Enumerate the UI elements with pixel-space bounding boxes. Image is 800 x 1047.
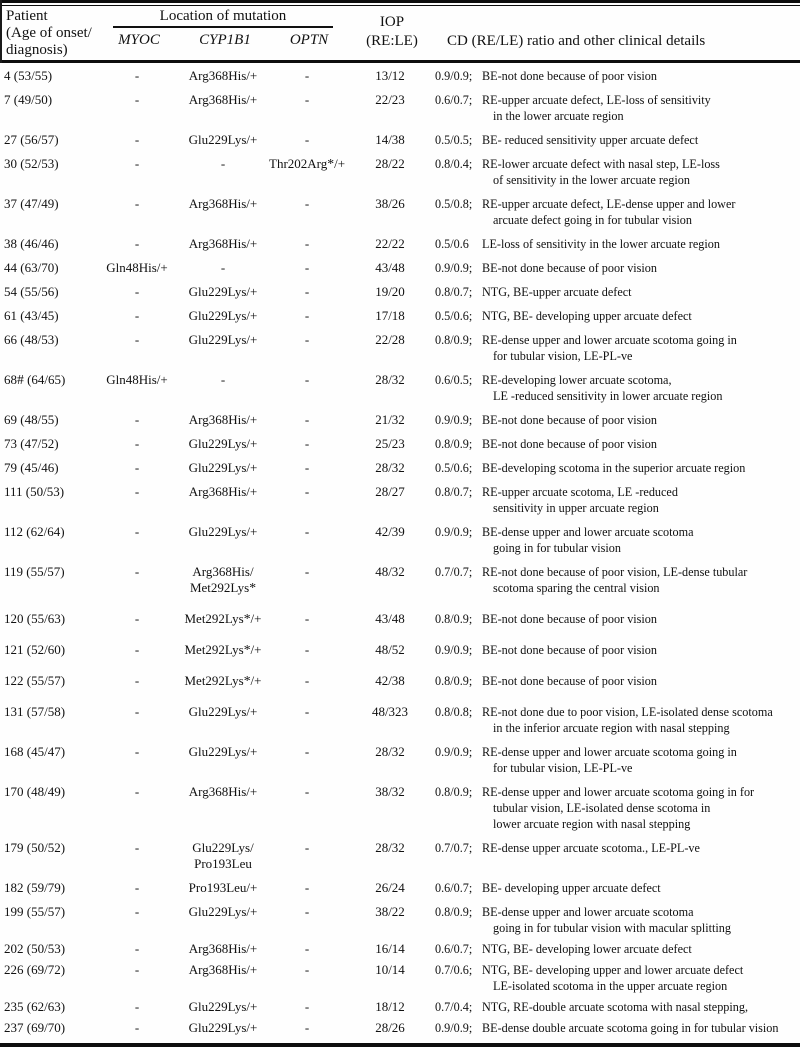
clinical-details-cell <box>435 962 800 994</box>
patient-id-cell: 27 (56/57) <box>4 132 59 147</box>
cyp1b1-mutation-cell: Glu229Lys/+ <box>188 460 258 475</box>
optn-mutation-cell: - <box>304 962 310 977</box>
cd-ratio-value: 0.9/0.9; <box>435 413 473 427</box>
iop-value-cell: 25/23 <box>375 436 405 451</box>
cd-ratio-value: 0.8/0.9; <box>435 674 473 688</box>
clinical-details-cell <box>435 436 800 452</box>
cd-ratio-value: 0.6/0.7; <box>435 942 473 956</box>
cd-ratio-value: 0.5/0.8; <box>435 197 473 211</box>
optn-mutation-cell: - <box>304 372 310 387</box>
table-row <box>0 704 800 736</box>
patient-header-line: diagnosis) <box>6 42 68 58</box>
clinical-details-cell <box>435 132 800 148</box>
table-row <box>0 904 800 936</box>
clinical-details-text: RE-not done because of poor vision, LE-dense tubular scotoma sparing the central vision <box>482 565 748 595</box>
table-row <box>0 673 800 689</box>
table-row <box>0 436 800 452</box>
optn-mutation-cell: - <box>304 484 310 499</box>
cd-ratio-value: 0.6/0.7; <box>435 93 473 107</box>
clinical-details-cell <box>435 284 800 300</box>
cyp1b1-mutation-cell: Glu229Lys/+ <box>188 308 258 323</box>
mutation-group-header <box>99 8 347 59</box>
patient-id-cell: 179 (50/52) <box>4 840 66 855</box>
cd-ratio-value: 0.9/0.9; <box>435 69 473 83</box>
clinical-details-cell <box>435 68 800 84</box>
cyp1b1-mutation-cell: Pro193Leu/+ <box>188 880 258 895</box>
optn-mutation-cell: - <box>304 564 310 579</box>
clinical-details-cell <box>435 840 800 872</box>
myoc-mutation-cell: - <box>134 308 140 323</box>
patient-column-header <box>2 8 99 59</box>
cyp1b1-mutation-cell: Arg368His/+ <box>188 484 258 499</box>
iop-value-cell: 18/12 <box>375 999 405 1014</box>
details-column-header: CD (RE/LE) ratio and other clinical details <box>447 33 706 49</box>
table-row <box>0 564 800 596</box>
cd-ratio-value: 0.5/0.6 <box>435 237 469 251</box>
cyp1b1-mutation-cell: Arg368His/+ <box>188 236 258 251</box>
cd-ratio-value: 0.7/0.4; <box>435 1000 473 1014</box>
cyp1b1-mutation-cell: Met292Lys*/+ <box>184 642 262 657</box>
clinical-details-cell <box>435 704 800 736</box>
table-row <box>0 524 800 556</box>
patient-id-cell: 199 (55/57) <box>4 904 66 919</box>
patient-id-cell: 73 (47/52) <box>4 436 59 451</box>
patient-id-cell: 37 (47/49) <box>4 196 59 211</box>
clinical-details-text: BE-not done because of poor vision <box>482 612 657 626</box>
cd-ratio-value: 0.6/0.5; <box>435 373 473 387</box>
clinical-details-cell <box>435 372 800 404</box>
clinical-details-cell <box>435 332 800 364</box>
patient-id-cell: 44 (63/70) <box>4 260 59 275</box>
myoc-mutation-cell: - <box>134 941 140 956</box>
table-row <box>0 999 800 1015</box>
myoc-mutation-cell: - <box>134 880 140 895</box>
optn-mutation-cell: Thr202Arg*/+ <box>269 156 346 171</box>
patient-id-cell: 237 (69/70) <box>4 1020 66 1035</box>
optn-mutation-cell: - <box>304 68 310 83</box>
iop-value-cell: 22/22 <box>375 236 405 251</box>
clinical-details-text: RE-upper arcuate defect, LE-loss of sensitivity in the lower arcuate region <box>482 93 711 123</box>
table-row <box>0 460 800 476</box>
clinical-details-text: NTG, RE-double arcuate scotoma with nasal stepping, <box>482 1000 749 1014</box>
iop-value-cell: 10/14 <box>375 962 405 977</box>
cd-ratio-value: 0.6/0.7; <box>435 881 473 895</box>
cd-ratio-value: 0.7/0.6; <box>435 963 473 977</box>
patient-id-cell: 61 (43/45) <box>4 308 59 323</box>
table-row <box>0 941 800 957</box>
optn-mutation-cell: - <box>304 436 310 451</box>
clinical-details-cell <box>435 744 800 776</box>
iop-value-cell: 16/14 <box>375 941 405 956</box>
cd-ratio-value: 0.5/0.5; <box>435 133 473 147</box>
cyp1b1-mutation-cell: Glu229Lys/+ <box>188 436 258 451</box>
myoc-mutation-cell: - <box>134 284 140 299</box>
clinical-details-cell <box>435 880 800 896</box>
cyp1b1-mutation-cell: Arg368His/+ <box>188 92 258 107</box>
clinical-details-text: RE-lower arcuate defect with nasal step, LE-loss of sensitivity in the lower arcuate region <box>482 157 720 187</box>
table-row <box>0 784 800 832</box>
cyp1b1-mutation-cell: - <box>220 156 226 171</box>
patient-id-cell: 202 (50/53) <box>4 941 66 956</box>
iop-value-cell: 17/18 <box>375 308 405 323</box>
clinical-details-cell <box>435 941 800 957</box>
cd-ratio-value: 0.7/0.7; <box>435 565 473 579</box>
cyp1b1-mutation-cell: Glu229Lys/ Pro193Leu <box>192 840 254 871</box>
cyp1b1-mutation-cell: Arg368His/+ <box>188 412 258 427</box>
cd-ratio-value: 0.8/0.9; <box>435 333 473 347</box>
clinical-details-text: BE-not done because of poor vision <box>482 69 657 83</box>
iop-value-cell: 42/38 <box>375 673 405 688</box>
table-row <box>0 260 800 276</box>
clinical-details-text: BE-not done because of poor vision <box>482 643 657 657</box>
iop-value-cell: 43/48 <box>375 611 405 626</box>
cyp1b1-mutation-cell: Glu229Lys/+ <box>188 744 258 759</box>
iop-value-cell: 26/24 <box>375 880 405 895</box>
clinical-details-text: BE- reduced sensitivity upper arcuate defect <box>482 133 699 147</box>
clinical-details-text: RE-dense upper arcuate scotoma., LE-PL-ve <box>482 841 700 855</box>
header-row <box>2 6 800 59</box>
clinical-details-text: BE-not done because of poor vision <box>482 437 657 451</box>
optn-mutation-cell: - <box>304 744 310 759</box>
cd-ratio-value: 0.9/0.9; <box>435 525 473 539</box>
optn-mutation-cell: - <box>304 524 310 539</box>
clinical-details-cell <box>435 308 800 324</box>
clinical-details-cell <box>435 260 800 276</box>
myoc-mutation-cell: - <box>134 68 140 83</box>
cyp1b1-mutation-cell: Glu229Lys/+ <box>188 1020 258 1035</box>
clinical-details-cell <box>435 484 800 516</box>
myoc-mutation-cell: Gln48His/+ <box>106 372 168 387</box>
iop-value-cell: 48/32 <box>375 564 405 579</box>
clinical-details-cell <box>435 999 800 1015</box>
cyp1b1-mutation-cell: - <box>220 372 226 387</box>
cyp1b1-mutation-cell: - <box>220 260 226 275</box>
table-row <box>0 284 800 300</box>
cd-ratio-value: 0.8/0.7; <box>435 485 473 499</box>
optn-column-header: OPTN <box>289 32 329 48</box>
optn-mutation-cell: - <box>304 236 310 251</box>
iop-value-cell: 28/32 <box>375 372 405 387</box>
myoc-mutation-cell: - <box>134 704 140 719</box>
clinical-details-cell <box>435 236 800 252</box>
myoc-mutation-cell: - <box>134 564 140 579</box>
cd-ratio-value: 0.8/0.7; <box>435 285 473 299</box>
table-row <box>0 744 800 776</box>
clinical-details-text: RE-dense upper and lower arcuate scotoma going in for tubular vision, LE-PL-ve <box>482 333 737 363</box>
optn-mutation-cell: - <box>304 132 310 147</box>
patient-id-cell: 122 (55/57) <box>4 673 66 688</box>
myoc-mutation-cell: - <box>134 460 140 475</box>
table-row <box>0 642 800 658</box>
cyp1b1-mutation-cell: Glu229Lys/+ <box>188 999 258 1014</box>
table-row <box>0 132 800 148</box>
cyp1b1-mutation-cell: Glu229Lys/+ <box>188 284 258 299</box>
cyp1b1-mutation-cell: Arg368His/+ <box>188 68 258 83</box>
cd-ratio-value: 0.8/0.9; <box>435 785 473 799</box>
clinical-details-text: RE-upper arcuate scotoma, LE -reduced sensitivity in upper arcuate region <box>482 485 678 515</box>
myoc-mutation-cell: - <box>134 332 140 347</box>
optn-mutation-cell: - <box>304 196 310 211</box>
iop-value-cell: 28/22 <box>375 156 405 171</box>
myoc-mutation-cell: - <box>134 132 140 147</box>
patient-id-cell: 4 (53/55) <box>4 68 53 83</box>
clinical-details-text: LE-loss of sensitivity in the lower arcuate region <box>482 237 720 251</box>
clinical-details-text: BE-not done because of poor vision <box>482 674 657 688</box>
table-row <box>0 92 800 124</box>
location-of-mutation-label: Location of mutation <box>113 8 333 28</box>
clinical-details-cell <box>435 460 800 476</box>
clinical-details-cell <box>435 784 800 832</box>
cyp1b1-mutation-cell: Arg368His/+ <box>188 941 258 956</box>
iop-value-cell: 42/39 <box>375 524 405 539</box>
patient-id-cell: 119 (55/57) <box>4 564 65 579</box>
table-bottom-rule <box>0 1043 800 1047</box>
table-row <box>0 236 800 252</box>
iop-value-cell: 48/52 <box>375 642 405 657</box>
optn-mutation-cell: - <box>304 308 310 323</box>
optn-mutation-cell: - <box>304 784 310 799</box>
iop-column-header <box>347 8 437 59</box>
clinical-details-text: NTG, BE- developing lower arcuate defect <box>482 942 692 956</box>
iop-value-cell: 43/48 <box>375 260 405 275</box>
clinical-details-cell <box>435 156 800 188</box>
clinical-details-text: RE-dense upper and lower arcuate scotoma going in for tubular vision, LE-isolated dense scotoma in lower arcuate region with nasal stepping <box>482 785 755 831</box>
iop-value-cell: 22/28 <box>375 332 405 347</box>
clinical-details-text: BE-not done because of poor vision <box>482 261 657 275</box>
patient-header-line: (Age of onset/ <box>6 25 92 41</box>
cyp1b1-column-header: CYP1B1 <box>199 32 251 48</box>
clinical-details-text: NTG, BE-upper arcuate defect <box>482 285 632 299</box>
iop-header-line: (RE:LE) <box>366 33 418 49</box>
clinical-details-text: RE-developing lower arcuate scotoma, LE -reduced sensitivity in lower arcuate region <box>482 373 723 403</box>
optn-mutation-cell: - <box>304 999 310 1014</box>
clinical-details-text: RE-not done due to poor vision, LE-isolated dense scotoma in the inferior arcuate region with nasal stepping <box>482 705 773 735</box>
patient-id-cell: 235 (62/63) <box>4 999 66 1014</box>
cyp1b1-mutation-cell: Glu229Lys/+ <box>188 332 258 347</box>
table-row <box>0 611 800 627</box>
cd-ratio-value: 0.7/0.7; <box>435 841 473 855</box>
cyp1b1-mutation-cell: Arg368His/+ <box>188 196 258 211</box>
iop-value-cell: 14/38 <box>375 132 405 147</box>
patient-id-cell: 38 (46/46) <box>4 236 59 251</box>
myoc-mutation-cell: - <box>134 484 140 499</box>
cyp1b1-mutation-cell: Glu229Lys/+ <box>188 524 258 539</box>
optn-mutation-cell: - <box>304 840 310 855</box>
cd-ratio-value: 0.8/0.8; <box>435 705 473 719</box>
iop-value-cell: 38/26 <box>375 196 405 211</box>
cd-ratio-value: 0.8/0.9; <box>435 437 473 451</box>
table-body <box>0 63 800 1043</box>
clinical-details-text: RE-upper arcuate defect, LE-dense upper and lower arcuate defect going in for tubular vision <box>482 197 736 227</box>
cd-ratio-value: 0.9/0.9; <box>435 261 473 275</box>
clinical-details-cell <box>435 642 800 658</box>
optn-mutation-cell: - <box>304 704 310 719</box>
optn-mutation-cell: - <box>304 673 310 688</box>
table-row <box>0 372 800 404</box>
myoc-mutation-cell: Gln48His/+ <box>106 260 168 275</box>
gene-column-headers <box>99 32 347 49</box>
patient-id-cell: 79 (45/46) <box>4 460 59 475</box>
optn-mutation-cell: - <box>304 642 310 657</box>
cyp1b1-mutation-cell: Glu229Lys/+ <box>188 704 258 719</box>
clinical-details-cell <box>435 904 800 936</box>
cyp1b1-mutation-cell: Arg368His/ Met292Lys* <box>189 564 257 595</box>
clinical-details-text: NTG, BE- developing upper and lower arcuate defect LE-isolated scotoma in the upper arcuate region <box>482 963 744 993</box>
patient-id-cell: 30 (52/53) <box>4 156 59 171</box>
patient-id-cell: 182 (59/79) <box>4 880 66 895</box>
patient-id-cell: 121 (52/60) <box>4 642 66 657</box>
cd-ratio-value: 0.8/0.9; <box>435 905 473 919</box>
myoc-mutation-cell: - <box>134 412 140 427</box>
patient-id-cell: 131 (57/58) <box>4 704 66 719</box>
iop-value-cell: 28/32 <box>375 744 405 759</box>
clinical-details-text: RE-dense upper and lower arcuate scotoma going in for tubular vision, LE-PL-ve <box>482 745 737 775</box>
iop-value-cell: 13/12 <box>375 68 405 83</box>
patient-id-cell: 120 (55/63) <box>4 611 66 626</box>
iop-value-cell: 22/23 <box>375 92 405 107</box>
myoc-mutation-cell: - <box>134 999 140 1014</box>
myoc-mutation-cell: - <box>134 92 140 107</box>
myoc-mutation-cell: - <box>134 611 140 626</box>
optn-mutation-cell: - <box>304 92 310 107</box>
clinical-details-text: BE- developing upper arcuate defect <box>482 881 661 895</box>
myoc-mutation-cell: - <box>134 840 140 855</box>
patient-header-line: Patient <box>6 8 48 24</box>
patient-id-cell: 54 (55/56) <box>4 284 59 299</box>
clinical-details-cell <box>435 92 800 124</box>
clinical-details-cell <box>435 196 800 228</box>
iop-value-cell: 28/32 <box>375 840 405 855</box>
clinical-details-text: NTG, BE- developing upper arcuate defect <box>482 309 692 323</box>
patient-id-cell: 112 (62/64) <box>4 524 65 539</box>
cd-ratio-value: 0.9/0.9; <box>435 643 473 657</box>
table-row <box>0 156 800 188</box>
cyp1b1-mutation-cell: Arg368His/+ <box>188 962 258 977</box>
optn-mutation-cell: - <box>304 412 310 427</box>
cyp1b1-mutation-cell: Met292Lys*/+ <box>184 673 262 688</box>
iop-value-cell: 19/20 <box>375 284 405 299</box>
myoc-mutation-cell: - <box>134 236 140 251</box>
myoc-mutation-cell: - <box>134 1020 140 1035</box>
table-row <box>0 332 800 364</box>
optn-mutation-cell: - <box>304 904 310 919</box>
optn-mutation-cell: - <box>304 460 310 475</box>
cd-ratio-value: 0.9/0.9; <box>435 745 473 759</box>
cyp1b1-mutation-cell: Arg368His/+ <box>188 784 258 799</box>
clinical-details-text: BE-dense upper and lower arcuate scotoma going in for tubular vision with macular splitting <box>482 905 731 935</box>
myoc-mutation-cell: - <box>134 642 140 657</box>
myoc-mutation-cell: - <box>134 904 140 919</box>
optn-mutation-cell: - <box>304 941 310 956</box>
cd-ratio-value: 0.8/0.9; <box>435 612 473 626</box>
table-row <box>0 308 800 324</box>
patient-id-cell: 69 (48/55) <box>4 412 59 427</box>
iop-value-cell: 38/32 <box>375 784 405 799</box>
iop-value-cell: 48/323 <box>371 704 409 719</box>
iop-value-cell: 21/32 <box>375 412 405 427</box>
table-row <box>0 840 800 872</box>
clinical-details-text: BE-developing scotoma in the superior arcuate region <box>482 461 746 475</box>
optn-mutation-cell: - <box>304 880 310 895</box>
clinical-details-text: BE-not done because of poor vision <box>482 413 657 427</box>
myoc-mutation-cell: - <box>134 744 140 759</box>
table-row <box>0 1020 800 1036</box>
clinical-details-text: BE-dense upper and lower arcuate scotoma going in for tubular vision <box>482 525 694 555</box>
iop-value-cell: 28/32 <box>375 460 405 475</box>
table-row <box>0 962 800 994</box>
cyp1b1-mutation-cell: Glu229Lys/+ <box>188 132 258 147</box>
patient-id-cell: 226 (69/72) <box>4 962 66 977</box>
patient-id-cell: 68# (64/65) <box>4 372 66 387</box>
clinical-details-cell <box>435 412 800 428</box>
clinical-details-cell <box>435 524 800 556</box>
patient-id-cell: 66 (48/53) <box>4 332 59 347</box>
table-row <box>0 484 800 516</box>
iop-value-cell: 28/26 <box>375 1020 405 1035</box>
cd-ratio-value: 0.8/0.4; <box>435 157 473 171</box>
myoc-mutation-cell: - <box>134 524 140 539</box>
clinical-details-cell <box>435 564 800 596</box>
patient-id-cell: 111 (50/53) <box>4 484 65 499</box>
myoc-column-header: MYOC <box>118 32 160 48</box>
iop-header-line: IOP <box>379 14 405 30</box>
table-row <box>0 68 800 84</box>
patient-id-cell: 170 (48/49) <box>4 784 66 799</box>
myoc-mutation-cell: - <box>134 784 140 799</box>
table-row <box>0 196 800 228</box>
optn-mutation-cell: - <box>304 611 310 626</box>
iop-value-cell: 28/27 <box>375 484 405 499</box>
table-row <box>0 412 800 428</box>
clinical-details-cell <box>435 1020 800 1036</box>
table-header <box>0 0 800 63</box>
optn-mutation-cell: - <box>304 1020 310 1035</box>
myoc-mutation-cell: - <box>134 196 140 211</box>
clinical-details-cell <box>435 611 800 627</box>
cd-ratio-value: 0.5/0.6; <box>435 461 473 475</box>
myoc-mutation-cell: - <box>134 436 140 451</box>
optn-mutation-cell: - <box>304 284 310 299</box>
myoc-mutation-cell: - <box>134 962 140 977</box>
patient-id-cell: 168 (45/47) <box>4 744 66 759</box>
iop-value-cell: 38/22 <box>375 904 405 919</box>
clinical-details-cell <box>435 673 800 689</box>
optn-mutation-cell: - <box>304 260 310 275</box>
cd-ratio-value: 0.5/0.6; <box>435 309 473 323</box>
optn-mutation-cell: - <box>304 332 310 347</box>
clinical-details-text: BE-dense double arcuate scotoma going in for tubular vision <box>482 1021 779 1035</box>
cd-ratio-value: 0.9/0.9; <box>435 1021 473 1035</box>
cyp1b1-mutation-cell: Glu229Lys/+ <box>188 904 258 919</box>
table-row <box>0 880 800 896</box>
patient-id-cell: 7 (49/50) <box>4 92 53 107</box>
myoc-mutation-cell: - <box>134 673 140 688</box>
cyp1b1-mutation-cell: Met292Lys*/+ <box>184 611 262 626</box>
myoc-mutation-cell: - <box>134 156 140 171</box>
